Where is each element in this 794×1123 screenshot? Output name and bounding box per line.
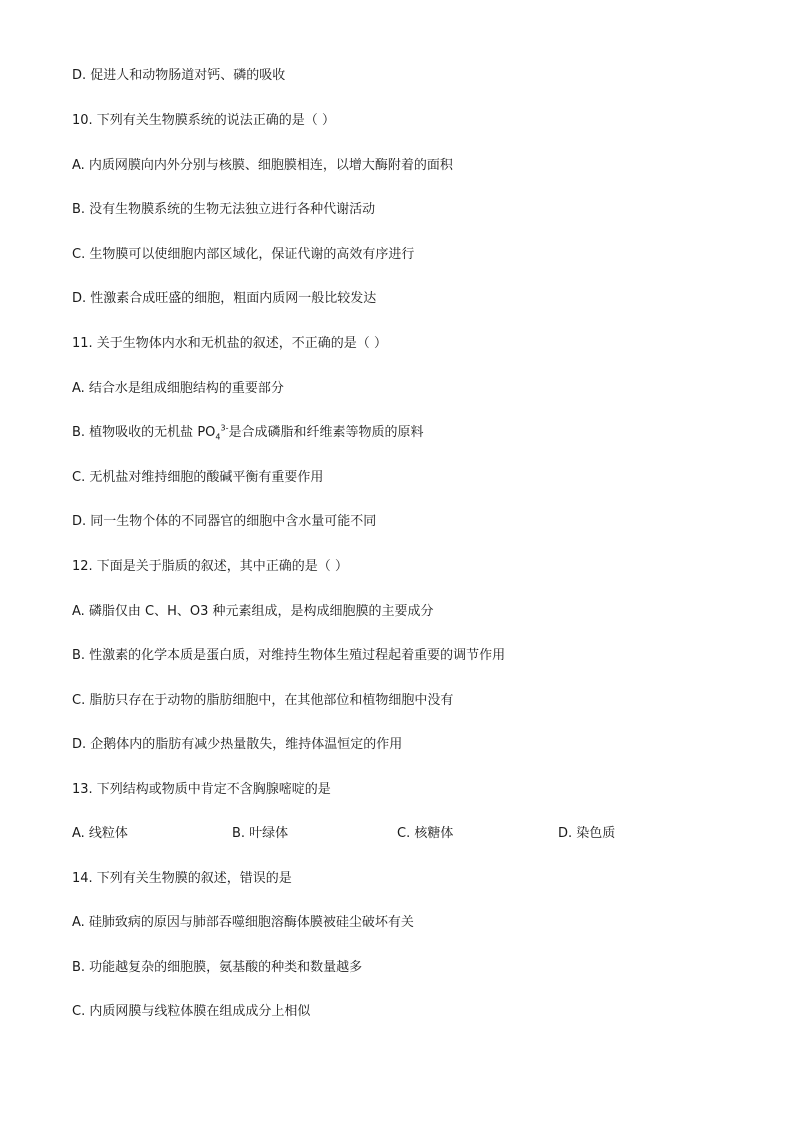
q11-stem: 11. 关于生物体内水和无机盐的叙述，不正确的是（ ） — [72, 336, 387, 351]
q10-option-a: A. 内质网膜向内外分别与核膜、细胞膜相连，以增大酶附着的面积 — [72, 158, 453, 173]
q13-stem: 13. 下列结构或物质中肯定不含胸腺嘧啶的是 — [72, 782, 331, 797]
q14-stem: 14. 下列有关生物膜的叙述，错误的是 — [72, 871, 292, 886]
q11-option-b-pre: B. 植物吸收的无机盐 PO — [72, 425, 216, 440]
q13-option-b: B. 叶绿体 — [232, 826, 289, 841]
q14-option-a: A. 硅肺致病的原因与肺部吞噬细胞溶酶体膜被硅尘破坏有关 — [72, 915, 414, 930]
q12-option-b: B. 性激素的化学本质是蛋白质，对维持生物体生殖过程起着重要的调节作用 — [72, 648, 506, 663]
q11-option-b — [72, 424, 754, 442]
q11-option-b-post: 是合成磷脂和纤维素等物质的原料 — [228, 425, 424, 440]
q12-option-a: A. 磷脂仅由 C、H、O3 种元素组成，是构成细胞膜的主要成分 — [72, 604, 434, 619]
q10-option-b: B. 没有生物膜系统的生物无法独立进行各种代谢活动 — [72, 202, 376, 217]
q11-option-d: D. 同一生物个体的不同器官的细胞中含水量可能不同 — [72, 514, 377, 529]
q12-option-d: D. 企鹅体内的脂肪有减少热量散失，维持体温恒定的作用 — [72, 737, 403, 752]
q10-stem: 10. 下列有关生物膜系统的说法正确的是（ ） — [72, 113, 335, 128]
q13-option-d: D. 染色质 — [558, 826, 616, 841]
q11-option-b-subscript: 4 — [215, 432, 221, 442]
q12-stem: 12. 下面是关于脂质的叙述，其中正确的是（ ） — [72, 559, 348, 574]
q11-option-a: A. 结合水是组成细胞结构的重要部分 — [72, 381, 284, 396]
q11-option-c: C. 无机盐对维持细胞的酸碱平衡有重要作用 — [72, 470, 324, 485]
q14-option-b: B. 功能越复杂的细胞膜，氨基酸的种类和数量越多 — [72, 960, 363, 975]
q14-option-c: C. 内质网膜与线粒体膜在组成成分上相似 — [72, 1004, 311, 1019]
q11-option-b-superscript: 3- — [220, 423, 229, 433]
q9-option-d: D. 促进人和动物肠道对钙、磷的吸收 — [72, 68, 286, 83]
q10-option-d: D. 性激素合成旺盛的细胞，粗面内质网一般比较发达 — [72, 291, 377, 306]
q12-option-c: C. 脂肪只存在于动物的脂肪细胞中，在其他部位和植物细胞中没有 — [72, 693, 454, 708]
q10-option-c: C. 生物膜可以使细胞内部区域化，保证代谢的高效有序进行 — [72, 247, 415, 262]
q13-option-a: A. 线粒体 — [72, 826, 128, 841]
q13-option-c: C. 核糖体 — [397, 826, 454, 841]
